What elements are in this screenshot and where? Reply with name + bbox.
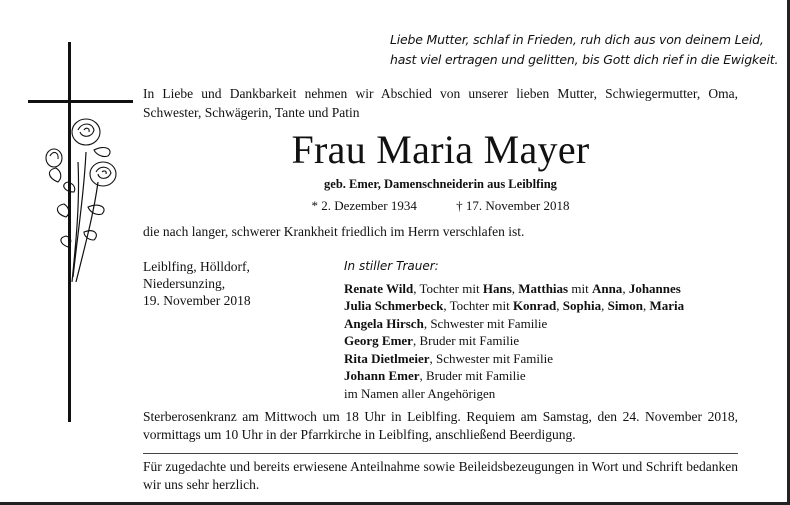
place-line-2: Niedersunzing, [143, 276, 226, 291]
passing-text: die nach langer, schwerer Krankheit friedlich im Herrn verschlafen ist. [143, 224, 525, 239]
mourners-list [344, 258, 739, 402]
grandchild-name: Hans [482, 280, 512, 296]
grandchild-name: Konrad [512, 298, 557, 313]
separator-text: , [622, 280, 629, 296]
mourner-relation: , Schwester mit Familie [429, 350, 554, 366]
grandchild-name: Johannes [628, 280, 681, 296]
separator-text: , [643, 298, 650, 313]
mourner-name: Rita Dietlmeier [344, 350, 430, 366]
death-date: † 17. November 2018 [456, 198, 570, 213]
mourner-relation: , Schwester mit Familie [423, 315, 548, 331]
motto-line-2: hast viel ertragen und gelitten, bis Gott dich rief in die Ewigkeit. [390, 52, 779, 67]
mourner-relation: , Bruder mit Familie [412, 333, 520, 348]
grandchild-name: Sophia [562, 298, 602, 313]
motto-line-1: Liebe Mutter, schlaf in Frieden, ruh dich aus von deinem Leid, [390, 32, 764, 47]
mourner-name: Angela Hirsch [344, 315, 424, 331]
grandchild-name: Anna [591, 280, 623, 296]
birth-date: * 2. Dezember 1934 [311, 198, 417, 213]
mourner-row [344, 350, 739, 368]
divider [143, 453, 738, 454]
separator-text: , [601, 298, 608, 313]
grandchild-name: Simon [607, 298, 643, 313]
separator-text: , [556, 298, 563, 313]
life-dates [143, 198, 738, 214]
mourner-rows [344, 280, 739, 385]
maiden-name-occupation: geb. Emer, Damenschneiderin aus Leiblfing [324, 177, 557, 191]
place-line-1: Leiblfing, Hölldorf, [143, 259, 250, 274]
mourner-relation: , Tochter mit [413, 280, 483, 296]
separator-text: mit [568, 280, 592, 296]
motto-verse [390, 30, 779, 70]
intro-text: In Liebe und Dankbarkeit nehmen wir Abschied von unserer lieben Mutter, Schwiegermutter, Oma, Schwester, Schwägerin, Tante und Patin [143, 86, 738, 120]
mourner-relation: , Bruder mit Familie [419, 368, 526, 383]
thanks-note: Für zugedachte und bereits erwiesene Anteilnahme sowie Beileidsbezeugungen in Wort und Schrift bedanken wir uns sehr herzlich. [143, 459, 738, 492]
grandchild-name: Matthias [518, 280, 569, 296]
mourner-name: Johann Emer [344, 368, 420, 383]
mourners-heading: In stiller Trauer: [344, 259, 439, 273]
mourner-row [344, 367, 739, 385]
mourner-row [344, 315, 739, 333]
mourner-name: Georg Emer [344, 333, 413, 348]
place-line-3: 19. November 2018 [143, 293, 251, 308]
separator-text: , [511, 280, 519, 296]
mourner-row [344, 297, 739, 315]
mourner-name: Renate Wild [344, 280, 414, 296]
mourner-relation: , Tochter mit [443, 298, 513, 313]
deceased-name: Frau Maria Mayer [291, 127, 590, 172]
cross-with-roses-icon [28, 42, 138, 422]
mourner-row [344, 332, 739, 350]
mourner-row [344, 280, 739, 298]
service-info: Sterberosenkranz am Mittwoch um 18 Uhr in Leiblfing. Requiem am Samstag, den 24. November 2018, vormittags um 10 Uhr in der Pfarrkirche in Leiblfing, anschließend Beerdigung. [143, 409, 738, 442]
place-and-date [143, 258, 333, 309]
mourners-footer: im Namen aller Angehörigen [344, 385, 496, 401]
grandchild-name: Maria [649, 298, 685, 313]
mourner-name: Julia Schmerbeck [344, 298, 444, 313]
